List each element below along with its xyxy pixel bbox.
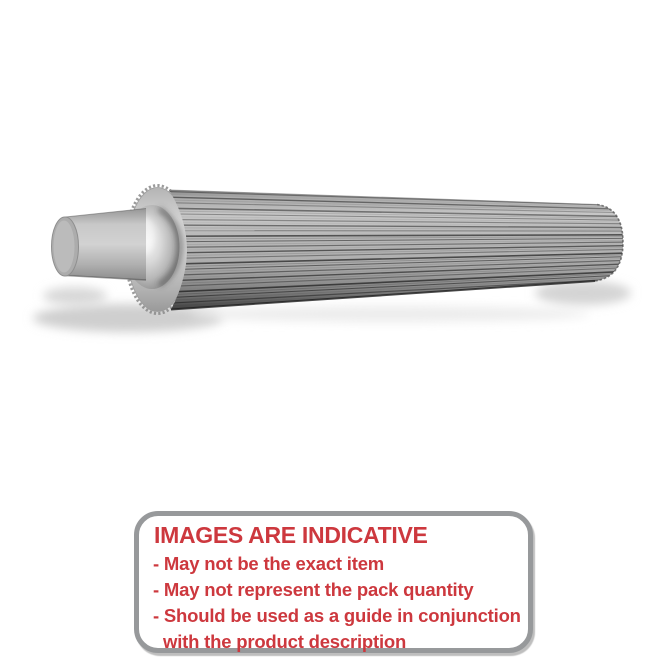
warning-line-continuation: with the product description: [163, 631, 407, 652]
warning-title: IMAGES ARE INDICATIVE: [154, 522, 428, 548]
warning-line: - May not be the exact item: [153, 553, 385, 574]
warning-line: - May not represent the pack quantity: [153, 579, 474, 600]
warning-line: - Should be used as a guide in conjunction: [153, 605, 521, 626]
shadow-under-body: [190, 306, 590, 322]
shaft-end-face-center: [54, 221, 75, 273]
shadow-under-shaft: [43, 287, 107, 305]
indicative-warning-box: [134, 511, 533, 653]
pulley-stub-shaft: [52, 205, 181, 289]
